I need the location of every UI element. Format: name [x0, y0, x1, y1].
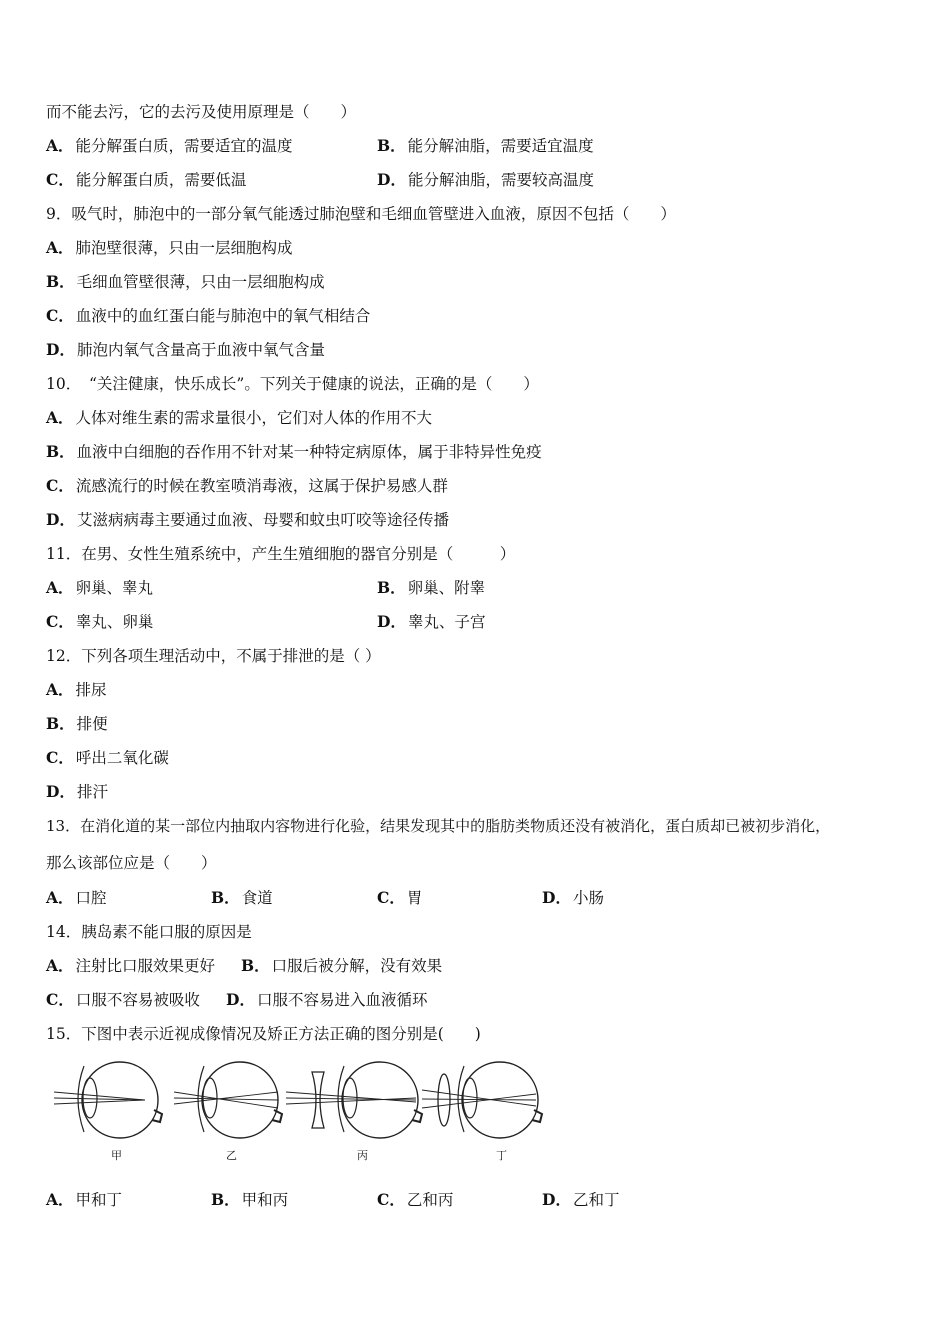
option-label: B．: [377, 578, 406, 597]
option-label: C．: [46, 306, 74, 325]
option-label: B．: [211, 1190, 240, 1209]
q10-stem: 10． “关注健康，快乐成长”。下列关于健康的说法，正确的是（ ）: [46, 375, 539, 393]
option-text: 注射比口服效果更好: [75, 957, 216, 975]
q11-option-c: [46, 612, 153, 632]
option-text: 呼出二氧化碳: [75, 749, 169, 767]
q13-option-a: [46, 888, 107, 908]
q15-option-d: [542, 1190, 619, 1210]
option-text: 血液中的血红蛋白能与肺泡中的氧气相结合: [75, 307, 371, 325]
option-text: 卵巢、睾丸: [75, 579, 154, 597]
option-label: C．: [46, 990, 74, 1009]
q9-option-d: [46, 340, 325, 360]
option-label: C．: [377, 1190, 405, 1209]
option-text: 口服后被分解，没有效果: [271, 957, 443, 975]
q8-option-c: [46, 170, 246, 190]
option-label: A．: [46, 578, 74, 597]
option-text: 口服不容易被吸收: [75, 991, 200, 1009]
q8-stem: 而不能去污，它的去污及使用原理是（ ）: [46, 103, 357, 121]
q10-option-b: [46, 442, 542, 462]
option-text: 能分解油脂，需要适宜温度: [407, 137, 594, 155]
q11-option-a: [46, 578, 153, 598]
option-label: A．: [46, 1190, 74, 1209]
q12-stem: 12．下列各项生理活动中，不属于排泄的是（ ）: [46, 647, 381, 665]
q15-option-a: [46, 1190, 122, 1210]
q14-option-a: [46, 956, 215, 976]
option-text: 睾丸、卵巢: [75, 613, 154, 631]
q14-option-b: [241, 956, 442, 976]
option-text: 肺泡内氧气含量高于血液中氧气含量: [76, 341, 325, 359]
option-text: 口服不容易进入血液循环: [256, 991, 428, 1009]
option-label: D．: [46, 510, 75, 529]
option-label: D．: [46, 340, 75, 359]
q13-option-d: [542, 888, 604, 908]
option-text: 人体对维生素的需求量很小，它们对人体的作用不大: [75, 409, 433, 427]
option-text: 甲和丁: [75, 1191, 123, 1209]
option-label: D．: [46, 782, 75, 801]
option-label: D．: [377, 612, 406, 631]
figure-label-jia: 甲: [111, 1149, 122, 1162]
option-text: 食道: [241, 889, 273, 907]
option-text: 血液中白细胞的吞作用不针对某一种特定病原体，属于非特异性免疫: [76, 443, 542, 461]
q15-option-b: [211, 1190, 288, 1210]
option-label: C．: [46, 170, 74, 189]
option-label: B．: [46, 272, 75, 291]
q13-stem-line2: 那么该部位应是（ ）: [46, 854, 217, 872]
q13-option-b: [211, 888, 273, 908]
option-label: A．: [46, 680, 74, 699]
q10-option-a: [46, 408, 432, 428]
option-text: 排便: [76, 715, 108, 733]
option-text: 口腔: [75, 889, 107, 907]
option-label: C．: [46, 476, 74, 495]
eye-diagram-yi: [174, 1062, 282, 1138]
option-text: 胃: [406, 889, 423, 907]
eye-diagram-ding: [422, 1062, 542, 1138]
option-label: B．: [46, 714, 75, 733]
q8-option-a: [46, 136, 293, 156]
q9-option-b: [46, 272, 325, 292]
option-label: A．: [46, 136, 74, 155]
option-label: A．: [46, 408, 74, 427]
option-label: C．: [46, 748, 74, 767]
option-text: 肺泡壁很薄，只由一层细胞构成: [75, 239, 293, 257]
q8-option-b: [377, 136, 594, 156]
option-label: B．: [46, 442, 75, 461]
q12-option-d: [46, 782, 108, 802]
q14-option-c: [46, 990, 200, 1010]
option-text: 睾丸、子宫: [407, 613, 486, 631]
option-label: D．: [542, 888, 571, 907]
q12-option-b: [46, 714, 108, 734]
eye-diagram-bing: [286, 1062, 422, 1138]
option-text: 甲和丙: [241, 1191, 289, 1209]
q9-option-a: [46, 238, 293, 258]
option-text: 乙和丁: [572, 1191, 620, 1209]
option-text: 毛细血管壁很薄，只由一层细胞构成: [76, 273, 325, 291]
figure-label-yi: 乙: [226, 1149, 237, 1162]
option-text: 小肠: [572, 889, 604, 907]
option-label: B．: [241, 956, 270, 975]
option-text: 能分解蛋白质，需要低温: [75, 171, 247, 189]
q13-stem-line1: 13．在消化道的某一部位内抽取内容物进行化验，结果发现其中的脂肪类物质还没有被消化，蛋白质却已被初步消化，: [46, 817, 831, 835]
q14-option-d: [226, 990, 427, 1010]
q8-option-d: [377, 170, 594, 190]
option-text: 艾滋病病毒主要通过血液、母婴和蚊虫叮咬等途径传播: [76, 511, 449, 529]
q12-option-c: [46, 748, 169, 768]
q11-stem: 11．在男、女性生殖系统中，产生生殖细胞的器官分别是（ ）: [46, 545, 516, 563]
option-label: A．: [46, 238, 74, 257]
q12-option-a: [46, 680, 107, 700]
q15-stem: 15．下图中表示近视成像情况及矫正方法正确的图分别是( ): [46, 1025, 481, 1043]
option-label: D．: [542, 1190, 571, 1209]
figure-label-bing: 丙: [357, 1149, 368, 1162]
q9-option-c: [46, 306, 370, 326]
option-text: 排尿: [75, 681, 107, 699]
option-text: 乙和丙: [406, 1191, 454, 1209]
option-label: D．: [377, 170, 406, 189]
option-text: 卵巢、附睾: [407, 579, 486, 597]
option-label: C．: [46, 612, 74, 631]
q10-option-d: [46, 510, 449, 530]
option-label: A．: [46, 956, 74, 975]
option-label: A．: [46, 888, 74, 907]
q14-stem: 14．胰岛素不能口服的原因是: [46, 923, 252, 941]
q11-option-d: [377, 612, 485, 632]
q13-option-c: [377, 888, 422, 908]
option-text: 能分解油脂，需要较高温度: [407, 171, 594, 189]
option-text: 流感流行的时候在教室喷消毒液，这属于保护易感人群: [75, 477, 448, 495]
eye-diagram-figure: [50, 1052, 560, 1164]
q9-stem: 9．吸气时，肺泡中的一部分氧气能透过肺泡壁和毛细血管壁进入血液，原因不包括（ ）: [46, 205, 676, 223]
option-label: B．: [211, 888, 240, 907]
option-label: D．: [226, 990, 255, 1009]
eye-diagram-jia: [54, 1062, 162, 1138]
option-label: B．: [377, 136, 406, 155]
q15-option-c: [377, 1190, 453, 1210]
option-text: 排汗: [76, 783, 108, 801]
option-label: C．: [377, 888, 405, 907]
q11-option-b: [377, 578, 485, 598]
q10-option-c: [46, 476, 448, 496]
option-text: 能分解蛋白质，需要适宜的温度: [75, 137, 293, 155]
figure-label-ding: 丁: [496, 1149, 507, 1162]
